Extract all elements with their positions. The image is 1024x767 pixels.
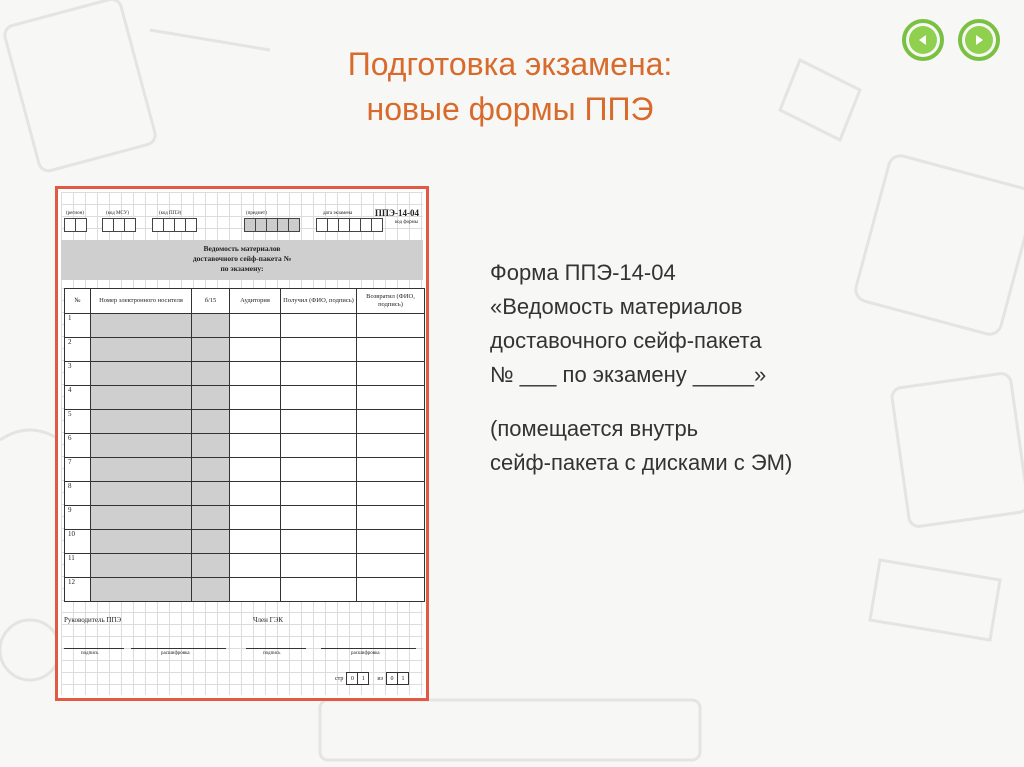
form-heading — [61, 240, 423, 280]
total-digit: 1 — [397, 672, 409, 685]
returned-cell — [357, 554, 425, 578]
decode-caption: расшифровка — [161, 651, 190, 656]
header-label-subject: (предмет) — [246, 211, 267, 216]
row-number: 8 — [65, 482, 91, 506]
returned-cell — [357, 386, 425, 410]
b15-cell — [192, 482, 230, 506]
received-cell — [281, 434, 357, 458]
carrier-cell — [91, 362, 192, 386]
carrier-cell — [91, 314, 192, 338]
b15-cell — [192, 410, 230, 434]
row-number: 3 — [65, 362, 91, 386]
form-code: ППЭ-14-04 — [374, 208, 419, 218]
b15-cell — [192, 578, 230, 602]
room-cell — [230, 314, 281, 338]
carrier-cell — [91, 530, 192, 554]
received-cell — [281, 338, 357, 362]
decode-line — [131, 648, 226, 649]
slide-title-line2: новые формы ППЭ — [366, 91, 654, 127]
table-body — [65, 314, 425, 602]
signature-line — [64, 648, 124, 649]
form-sheet — [61, 192, 423, 695]
room-cell — [230, 338, 281, 362]
received-cell — [281, 314, 357, 338]
signature-line — [246, 648, 306, 649]
column-header-b15: б/15 — [192, 289, 230, 314]
received-cell — [281, 578, 357, 602]
form-preview-image — [55, 186, 429, 701]
head-ppe-label: Руководитель ППЭ — [64, 616, 122, 624]
row-number: 11 — [65, 554, 91, 578]
returned-cell — [357, 314, 425, 338]
b15-cell — [192, 458, 230, 482]
page-digit: 1 — [357, 672, 369, 685]
b15-cell — [192, 554, 230, 578]
row-number: 12 — [65, 578, 91, 602]
materials-table — [64, 288, 425, 602]
column-header-carrier: Номер электронного носителя — [91, 289, 192, 314]
header-label-ppe: (код ППЭ) — [159, 211, 182, 216]
gek-member-label: Член ГЭК — [253, 616, 283, 624]
decode-caption: расшифровка — [351, 651, 380, 656]
slide-title-line1: Подготовка экзамена: — [347, 46, 673, 82]
received-cell — [281, 554, 357, 578]
form-description — [490, 256, 920, 480]
date-cells — [317, 218, 383, 232]
next-slide-button[interactable] — [958, 19, 1000, 61]
room-cell — [230, 458, 281, 482]
room-cell — [230, 482, 281, 506]
returned-cell — [357, 530, 425, 554]
header-label-msu: (код МСУ) — [106, 211, 129, 216]
msu-cells — [103, 218, 136, 232]
b15-cell — [192, 314, 230, 338]
room-cell — [230, 410, 281, 434]
table-row — [65, 458, 425, 482]
table-row — [65, 554, 425, 578]
table-row — [65, 410, 425, 434]
carrier-cell — [91, 506, 192, 530]
row-number: 10 — [65, 530, 91, 554]
row-number: 6 — [65, 434, 91, 458]
returned-cell — [357, 410, 425, 434]
column-header-returned: Возвратил (ФИО, подпись) — [357, 289, 425, 314]
region-cells — [65, 218, 87, 232]
b15-cell — [192, 362, 230, 386]
header-label-form-code: код формы — [395, 220, 419, 225]
received-cell — [281, 386, 357, 410]
description-line4: № ___ по экзамену _____» — [490, 362, 767, 387]
description-line2: «Ведомость материалов — [490, 294, 743, 319]
returned-cell — [357, 578, 425, 602]
row-number: 9 — [65, 506, 91, 530]
carrier-cell — [91, 458, 192, 482]
column-header-received: Получил (ФИО, подпись) — [281, 289, 357, 314]
received-cell — [281, 458, 357, 482]
returned-cell — [357, 506, 425, 530]
received-cell — [281, 482, 357, 506]
table-header-row — [65, 289, 425, 314]
column-header-room: Аудитория — [230, 289, 281, 314]
b15-cell — [192, 434, 230, 458]
description-line3: доставочного сейф-пакета — [490, 328, 762, 353]
of-label: из — [377, 675, 383, 682]
b15-cell — [192, 386, 230, 410]
row-number: 1 — [65, 314, 91, 338]
room-cell — [230, 554, 281, 578]
form-heading-line2: доставочного сейф-пакета № — [192, 254, 292, 263]
arrow-left-icon — [909, 26, 937, 54]
page-digit: 0 — [346, 672, 358, 685]
room-cell — [230, 362, 281, 386]
table-row — [65, 530, 425, 554]
room-cell — [230, 386, 281, 410]
carrier-cell — [91, 338, 192, 362]
page-counter — [335, 672, 409, 685]
returned-cell — [357, 362, 425, 386]
ppe-cells — [153, 218, 197, 232]
row-number: 2 — [65, 338, 91, 362]
total-digit: 0 — [386, 672, 398, 685]
signature-caption: подпись — [81, 651, 99, 656]
b15-cell — [192, 338, 230, 362]
received-cell — [281, 362, 357, 386]
column-header-number: № — [65, 289, 91, 314]
signature-caption: подпись — [263, 651, 281, 656]
form-heading-line1: Ведомость материалов — [203, 244, 281, 253]
received-cell — [281, 506, 357, 530]
row-number: 7 — [65, 458, 91, 482]
header-label-region: (регион) — [66, 211, 84, 216]
b15-cell — [192, 530, 230, 554]
room-cell — [230, 434, 281, 458]
received-cell — [281, 410, 357, 434]
b15-cell — [192, 506, 230, 530]
carrier-cell — [91, 482, 192, 506]
table-row — [65, 482, 425, 506]
description-line6: сейф-пакета с дисками с ЭМ) — [490, 450, 793, 475]
returned-cell — [357, 458, 425, 482]
carrier-cell — [91, 554, 192, 578]
slide-title — [250, 42, 770, 132]
page-label: стр — [335, 675, 344, 682]
form-heading-line3: по экзамену: — [220, 264, 264, 273]
table-row — [65, 362, 425, 386]
returned-cell — [357, 434, 425, 458]
table-row — [65, 506, 425, 530]
row-number: 5 — [65, 410, 91, 434]
table-row — [65, 314, 425, 338]
carrier-cell — [91, 434, 192, 458]
description-line5: (помещается внутрь — [490, 416, 699, 441]
received-cell — [281, 530, 357, 554]
carrier-cell — [91, 386, 192, 410]
table-row — [65, 386, 425, 410]
carrier-cell — [91, 410, 192, 434]
description-line1: Форма ППЭ-14-04 — [490, 260, 676, 285]
previous-slide-button[interactable] — [902, 19, 944, 61]
room-cell — [230, 506, 281, 530]
row-number: 4 — [65, 386, 91, 410]
arrow-right-icon — [965, 26, 993, 54]
returned-cell — [357, 482, 425, 506]
room-cell — [230, 578, 281, 602]
subject-cells — [245, 218, 300, 232]
decode-line — [321, 648, 416, 649]
carrier-cell — [91, 578, 192, 602]
table-row — [65, 434, 425, 458]
room-cell — [230, 530, 281, 554]
table-row — [65, 578, 425, 602]
returned-cell — [357, 338, 425, 362]
table-row — [65, 338, 425, 362]
header-label-date: дата экзамена — [323, 211, 353, 216]
